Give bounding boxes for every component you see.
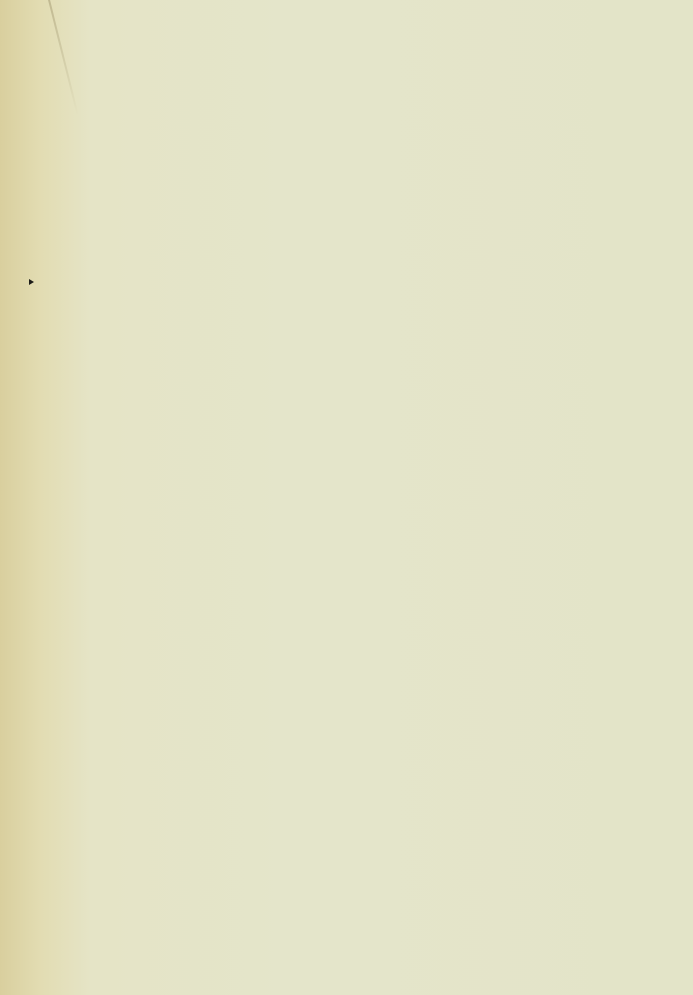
running-head: [0, 30, 693, 50]
text-line: [34, 270, 267, 289]
page-edge-shadow: [48, 0, 79, 116]
